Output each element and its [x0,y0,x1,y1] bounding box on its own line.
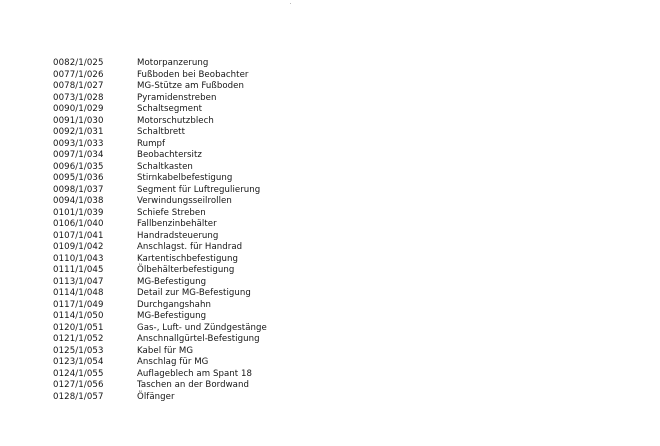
part-name: Durchgangshahn [137,299,211,310]
part-code: 0097/1/034 [53,150,104,160]
part-code: 0114/1/048 [53,288,104,298]
part-code: 0128/1/057 [53,391,104,402]
list-item [53,70,267,82]
scan-speck [290,3,291,4]
list-item [53,242,267,254]
list-item [53,81,267,93]
list-item [53,311,267,323]
part-code: 0120/1/051 [53,322,104,333]
part-name: Anschnallgürtel-Befestigung [137,334,260,344]
part-code: 0106/1/040 [53,219,104,229]
part-name: Detail zur MG-Befestigung [137,288,251,298]
part-code: 0096/1/035 [53,161,104,172]
list-item [53,104,267,116]
list-item [53,116,267,128]
part-code: 0073/1/028 [53,92,104,103]
part-name: Segment für Luftregulierung [137,184,261,195]
part-code: 0082/1/025 [53,58,104,68]
list-item [53,162,267,174]
part-name: Schaltsegment [137,104,202,114]
list-item [53,58,267,70]
list-item [53,288,267,300]
part-code: 0090/1/029 [53,104,104,114]
part-code: 0091/1/030 [53,115,104,126]
part-name: Handradsteuerung [137,230,219,241]
part-name: Fallbenzinbehälter [137,219,217,229]
list-item [53,150,267,162]
part-name: Rumpf [137,138,166,149]
part-name: Schaltkasten [137,161,193,172]
part-code: 0092/1/031 [53,127,104,137]
list-item [53,196,267,208]
part-name: Verwindungsseilrollen [137,196,232,206]
part-name: Motorpanzerung [137,58,209,68]
part-code: 0121/1/052 [53,334,104,344]
part-name: Kartentischbefestigung [137,253,238,264]
part-name: Anschlag für MG [137,357,209,367]
list-item [53,231,267,243]
part-name: Auflageblech am Spant 18 [137,368,253,379]
part-code: 0114/1/050 [53,311,104,321]
part-code: 0101/1/039 [53,207,104,218]
part-code: 0094/1/038 [53,196,104,206]
part-name: Ölfänger [137,391,175,402]
part-code: 0124/1/055 [53,368,104,379]
list-item [53,277,267,289]
part-name: Kabel für MG [137,345,194,356]
part-code: 0098/1/037 [53,184,104,195]
list-item [53,127,267,139]
parts-list [53,58,267,403]
part-name: Schiefe Streben [137,207,206,218]
part-name: Beobachtersitz [137,150,202,160]
list-item [53,265,267,277]
part-code: 0113/1/047 [53,276,104,287]
list-item [53,208,267,220]
part-code: 0117/1/049 [53,299,104,310]
part-code: 0125/1/053 [53,345,104,356]
list-item [53,357,267,369]
part-name: Fußboden bei Beobachter [137,69,249,80]
part-code: 0107/1/041 [53,230,104,241]
part-name: Taschen an der Bordwand [137,380,249,390]
list-item [53,93,267,105]
list-item [53,380,267,392]
part-name: Motorschutzblech [137,115,214,126]
part-code: 0093/1/033 [53,138,104,149]
part-name: Ölbehälterbefestigung [137,265,235,275]
part-code: 0109/1/042 [53,242,104,252]
list-item [53,300,267,312]
part-name: MG-Befestigung [137,276,207,287]
list-item [53,254,267,266]
part-code: 0077/1/026 [53,69,104,80]
list-item [53,323,267,335]
list-item [53,346,267,358]
part-code: 0078/1/027 [53,81,104,91]
list-item [53,369,267,381]
part-code: 0123/1/054 [53,357,104,367]
part-code: 0127/1/056 [53,380,104,390]
list-item [53,139,267,151]
part-name: Gas-, Luft- und Zündgestänge [137,322,267,333]
list-item [53,334,267,346]
list-item [53,219,267,231]
list-item [53,173,267,185]
part-name: Stirnkabelbefestigung [137,173,233,183]
part-code: 0110/1/043 [53,253,104,264]
part-name: MG-Stütze am Fußboden [137,81,244,91]
part-name: MG-Befestigung [137,311,207,321]
list-item [53,185,267,197]
part-name: Schaltbrett [137,127,186,137]
part-code: 0111/1/045 [53,265,104,275]
part-name: Pyramidenstreben [137,92,217,103]
list-item [53,392,267,404]
part-code: 0095/1/036 [53,173,104,183]
part-name: Anschlagst. für Handrad [137,242,243,252]
